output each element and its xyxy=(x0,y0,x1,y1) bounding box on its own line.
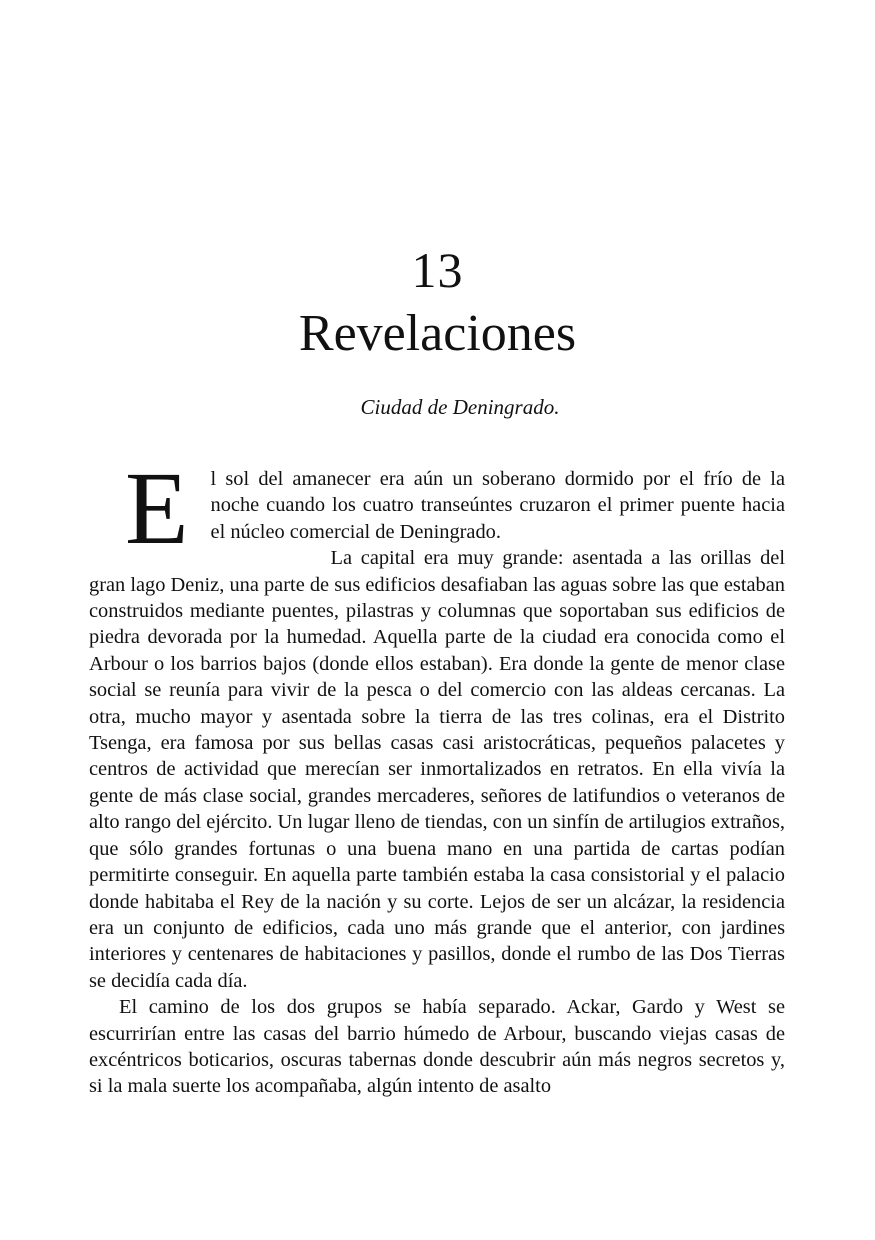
chapter-body xyxy=(89,451,785,1100)
paragraph-1-text: l sol del amanecer era aún un soberano dormido por el frío de la noche cuando los cuatro transeúntes cruzaron el primer puente hacia el núcleo comercial de Deningrado. xyxy=(210,468,785,543)
chapter-location: Ciudad de Deningrado. xyxy=(360,395,560,419)
paragraph-2: La capital era muy grande: asentada a las orillas del gran lago Deniz, una parte de sus edificios desafiaban las aguas sobre las que estaban construidos mediante puentes, pilastras y columnas que soportaban sus edificios de piedra devorada por la humedad. Aquella parte de la ciudad era conocida como el Arbour o los barrios bajos (donde ellos estaban). Era donde la gente de menor clase social se reunía para vivir de la pesca o del comercio con las aldeas cercanas. La otra, mucho mayor y asentada sobre la tierra de las tres colinas, era el Distrito Tsenga, era famosa por sus bellas casas casi aristocráticas, pequeños palacetes y centros de actividad que merecían ser inmortalizados en retratos. En ella vivía la gente de más clase social, grandes mercaderes, señores de latifundios o veteranos de alto rango del ejército. Un lugar lleno de tiendas, con un sinfín de artilugios extraños, que sólo grandes fortunas o una buena mano en una partida de cartas podían permitirte conseguir. En aquella parte también estaba la casa consistorial y el palacio donde habitaba el Rey de la nación y su corte. Lejos de ser un alcázar, la residencia era un conjunto de edificios, cada uno más grande que el anterior, con jardines interiores y centenares de habitaciones y pasillos, donde el rumbo de las Dos Tierras se decidía cada día. xyxy=(89,547,785,992)
chapter-number: 13 xyxy=(411,242,464,298)
paragraph-1 xyxy=(89,451,785,566)
drop-cap: E xyxy=(125,451,189,566)
chapter-title: Revelaciones xyxy=(298,305,577,362)
paragraph-3: El camino de los dos grupos se había separado. Ackar, Gardo y West se escurrirían entre las casas del barrio húmedo de Arbour, buscando viejas casas de excéntricos boticarios, oscuras tabernas donde descubrir aún más negros secretos y, si la mala suerte los acompañaba, algún intento de asalto xyxy=(89,996,785,1098)
